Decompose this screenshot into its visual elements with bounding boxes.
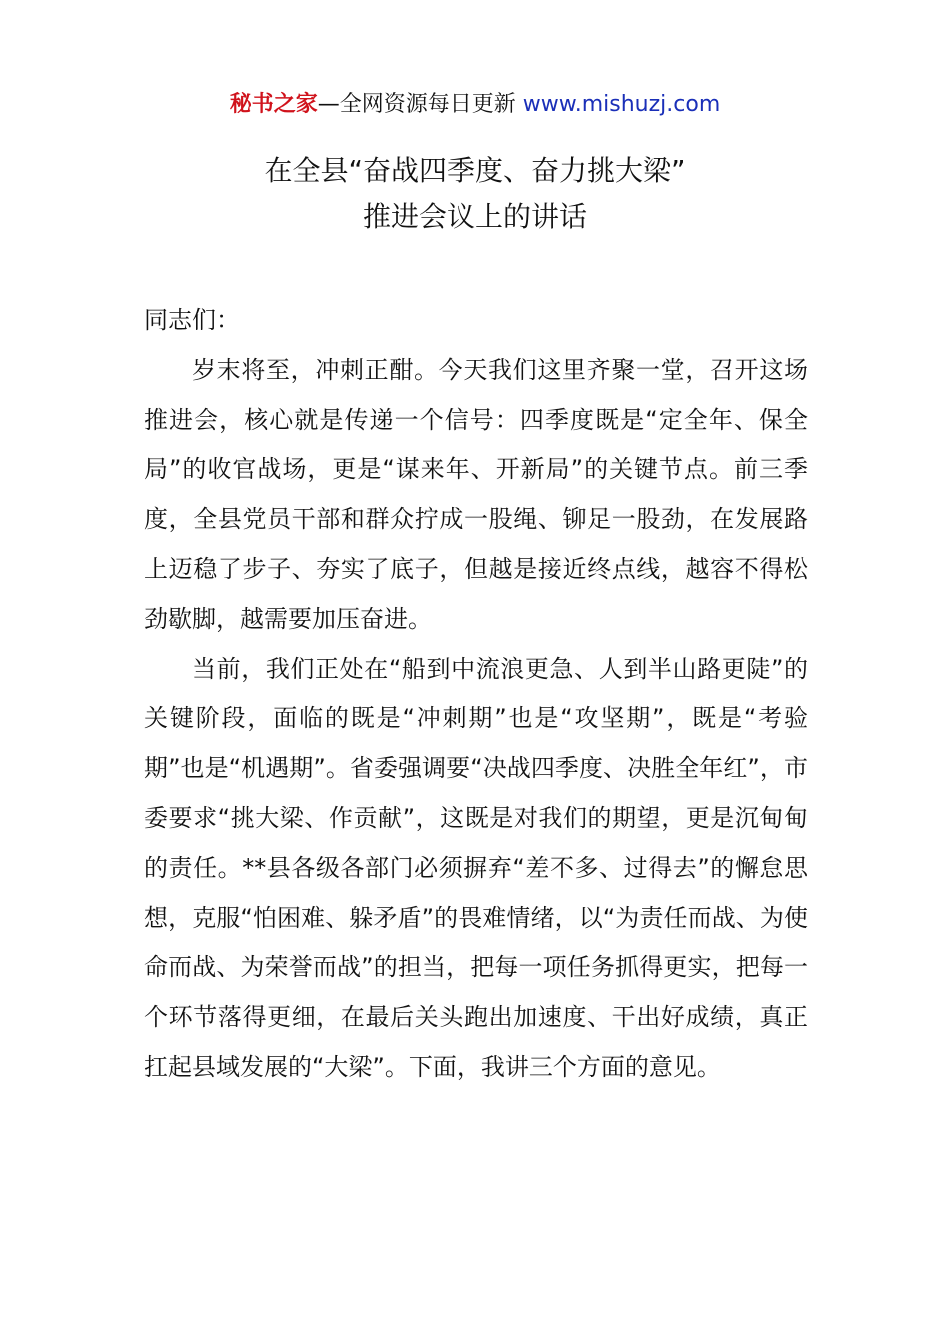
paragraph-2: 当前，我们正处在“船到中流浪更急、人到半山路更陡”的关键阶段，面临的既是“冲刺期”也是“攻坚期”，既是“考验期”也是“机遇期”。省委强调要“决战四季度、决胜全年红”，市委要求“挑大梁、作贡献”，这既是对我们的期望，更是沉甸甸的责任。**县各级各部门必须摒弃“差不多、过得去”的懈怠思想，克服“怕困难、躲矛盾”的畏难情绪，以“为责任而战、为使命而战、为荣誉而战”的担当，把每一项任务抓得更实，把每一个环节落得更细，在最后关头跑出加速度、干出好成绩，真正扛起县域发展的“大梁”。下面，我讲三个方面的意见。 xyxy=(144,654,808,1081)
header-tagline: —全网资源每日更新 xyxy=(317,92,523,117)
title-line-2: 推进会议上的讲话 xyxy=(362,200,587,233)
salutation: 同志们： xyxy=(144,306,240,334)
document-title xyxy=(0,148,950,240)
site-url-link[interactable]: www.mishuzj.com xyxy=(522,92,721,117)
site-header xyxy=(0,88,950,122)
brand-name: 秘书之家 xyxy=(229,92,318,117)
title-line-1: 在全县“奋战四季度、奋力挑大梁” xyxy=(264,154,686,187)
document-body xyxy=(144,296,808,1093)
paragraph-1: 岁末将至，冲刺正酣。今天我们这里齐聚一堂，召开这场推进会，核心就是传递一个信号：四季度既是“定全年、保全局”的收官战场，更是“谋来年、开新局”的关键节点。前三季度，全县党员干部和群众拧成一股绳、铆足一股劲，在发展路上迈稳了步子、夯实了底子，但越是接近终点线，越容不得松劲歇脚，越需要加压奋进。 xyxy=(144,355,808,633)
